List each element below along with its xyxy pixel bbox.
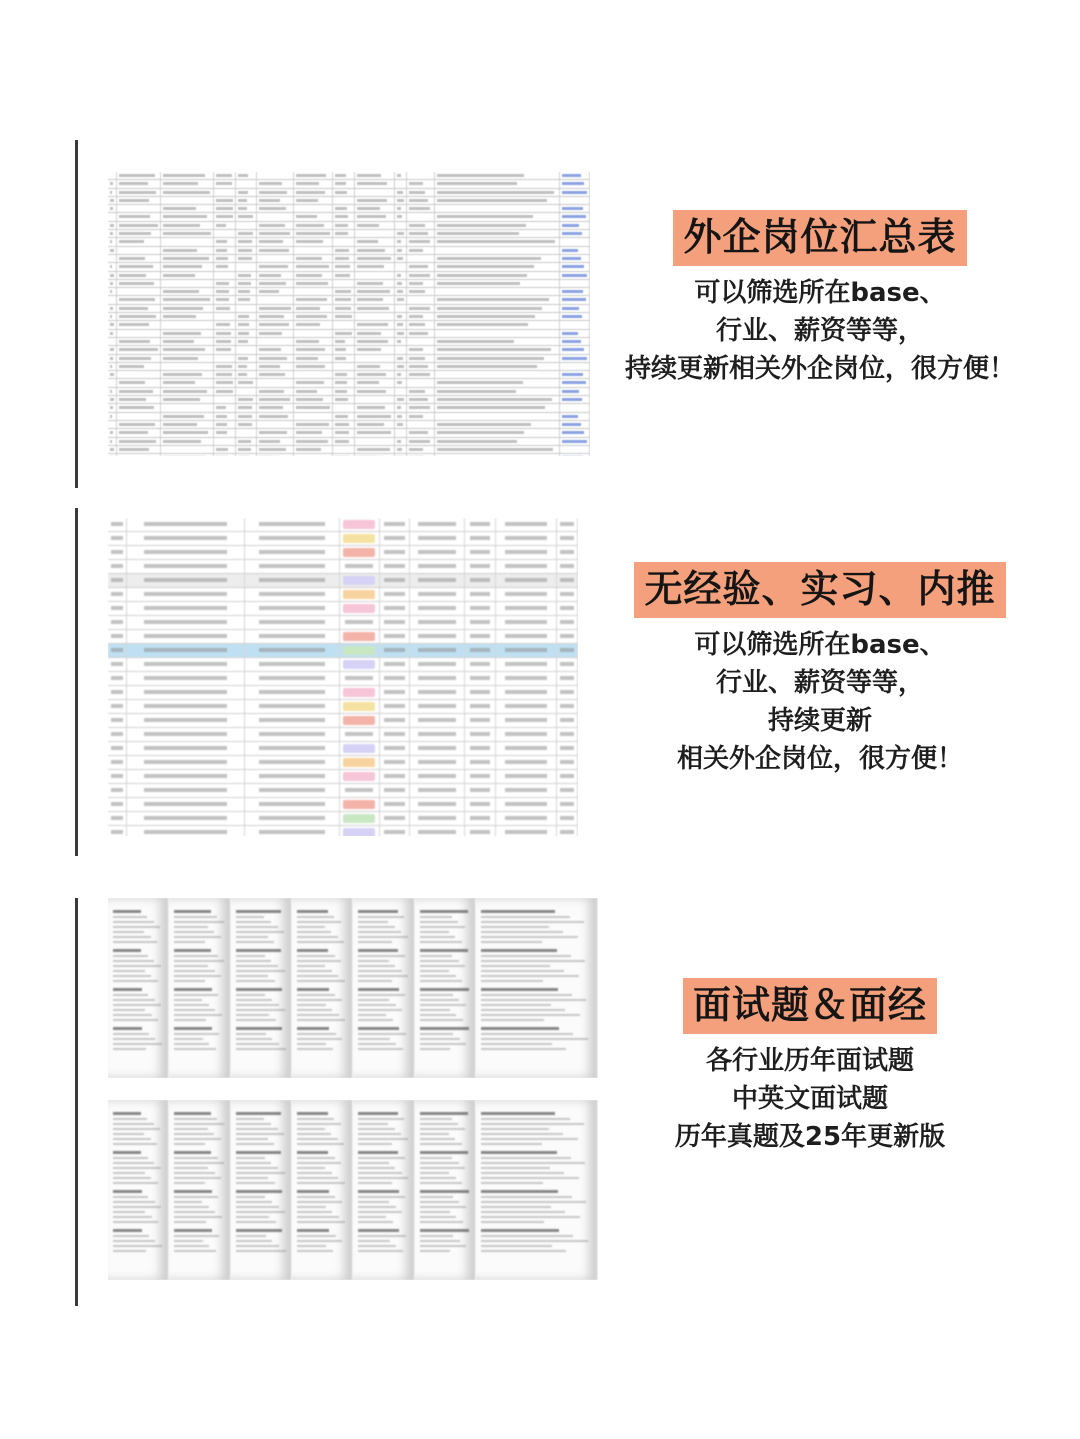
section-info xyxy=(590,978,1030,1156)
section-description xyxy=(590,1042,1030,1156)
section-divider xyxy=(75,140,78,488)
section-title: 面试题＆面经 xyxy=(683,978,937,1034)
description-line: 相关外企岗位，很方便！ xyxy=(676,743,963,774)
internship-spreadsheet-preview xyxy=(108,518,578,836)
section-title: 外企岗位汇总表 xyxy=(673,210,966,266)
description-line: 各行业历年面试题 xyxy=(705,1045,914,1076)
section-info xyxy=(600,210,1040,388)
section-info xyxy=(600,562,1040,778)
description-line: 历年真题及25年更新版 xyxy=(674,1121,946,1152)
section-description xyxy=(600,626,1040,778)
description-line: 持续更新 xyxy=(767,705,872,736)
section-description xyxy=(600,274,1040,388)
description-line: 行业、薪资等等， xyxy=(715,667,924,698)
description-line: 行业、薪资等等， xyxy=(715,315,924,346)
interview-docs-preview-top xyxy=(108,898,598,1078)
description-line: 持续更新相关外企岗位，很方便！ xyxy=(624,353,1015,384)
description-line: 可以筛选所在base、 xyxy=(694,277,946,308)
section-title: 无经验、实习、内推 xyxy=(634,562,1005,618)
job-spreadsheet-preview xyxy=(108,172,590,456)
interview-docs-preview-bottom xyxy=(108,1100,598,1280)
description-line: 中英文面试题 xyxy=(731,1083,888,1114)
description-line: 可以筛选所在base、 xyxy=(694,629,946,660)
section-divider xyxy=(75,508,78,856)
section-divider xyxy=(75,898,78,1306)
